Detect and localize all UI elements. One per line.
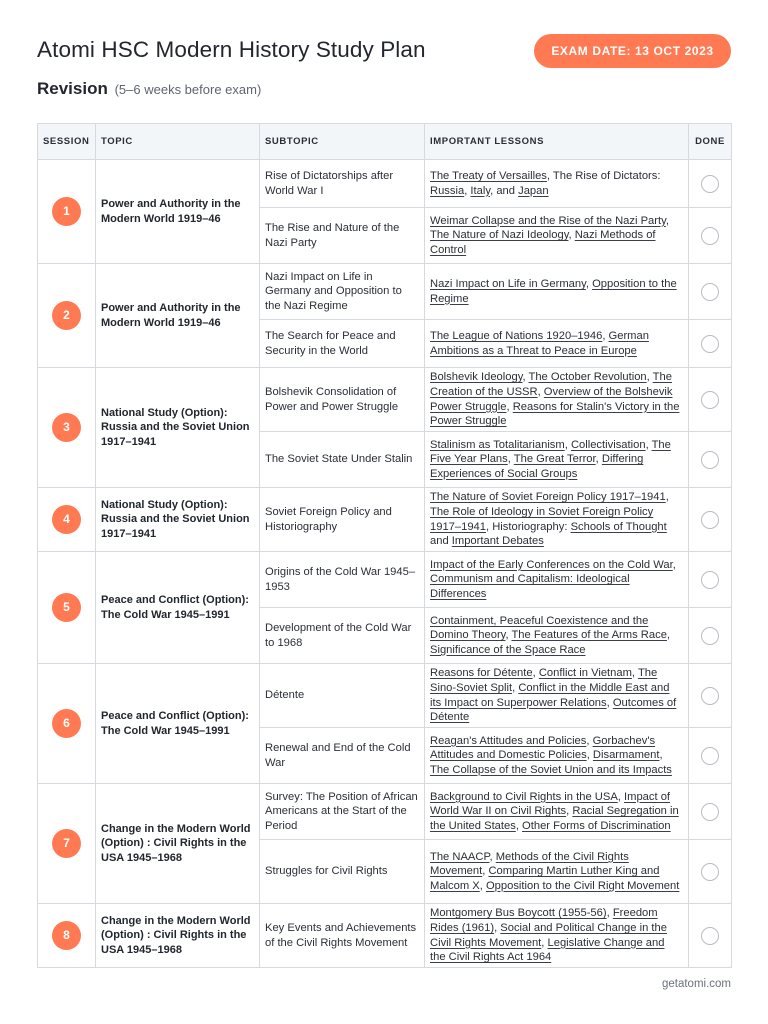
lessons-cell — [425, 488, 689, 552]
topic-cell: National Study (Option): Russia and the Soviet Union 1917–1941 — [96, 488, 260, 552]
lesson-link[interactable]: Legislative Change and the Civil Rights Act 1964 — [430, 936, 665, 964]
topic-cell: National Study (Option): Russia and the Soviet Union 1917–1941 — [96, 368, 260, 488]
done-cell — [689, 840, 732, 904]
lesson-link[interactable]: Background to Civil Rights in the USA — [430, 790, 618, 803]
lesson-text: , The Rise of Dictators: — [546, 169, 661, 182]
lesson-link[interactable]: Reasons for Détente — [430, 667, 533, 680]
done-checkbox[interactable] — [701, 227, 719, 245]
lesson-text: , and — [490, 184, 519, 197]
lesson-link[interactable]: Comparing Martin Luther King and Malcom X — [430, 865, 660, 892]
lesson-text: , — [595, 453, 602, 466]
session-cell — [38, 904, 96, 968]
lesson-text: , — [564, 438, 571, 451]
done-cell — [689, 160, 732, 208]
lessons-cell — [425, 432, 689, 488]
lesson-text: , — [617, 790, 625, 803]
done-cell — [689, 368, 732, 432]
lessons-cell — [425, 904, 689, 968]
lesson-text: , — [665, 214, 669, 227]
table-row — [38, 264, 732, 320]
lesson-text: , — [568, 229, 575, 242]
session-number-badge: 5 — [52, 593, 81, 622]
done-cell — [689, 208, 732, 264]
section-heading — [37, 79, 261, 99]
lessons-cell — [425, 784, 689, 840]
lesson-link[interactable]: Conflict in the Middle East and its Impact on Superpower Relations — [430, 681, 670, 709]
lessons-cell — [425, 320, 689, 368]
lesson-text: , — [505, 629, 512, 642]
session-cell — [38, 264, 96, 368]
lesson-text: , — [522, 371, 529, 384]
lesson-link[interactable]: Methods of the Civil Rights Movement — [430, 850, 629, 878]
lesson-text: , — [659, 749, 663, 762]
lesson-link[interactable]: Nazi Impact on Life in Germany — [430, 277, 586, 290]
done-checkbox[interactable] — [701, 175, 719, 193]
lesson-text: , — [482, 865, 489, 878]
lesson-text: , — [645, 438, 652, 451]
lessons-cell — [425, 728, 689, 784]
lesson-text: , — [566, 805, 573, 818]
lesson-link[interactable]: Communism and Capitalism: Ideological Differences — [430, 573, 630, 600]
done-checkbox[interactable] — [701, 863, 719, 881]
topic-cell: Power and Authority in the Modern World 1919–46 — [96, 160, 260, 264]
done-checkbox[interactable] — [701, 687, 719, 705]
lesson-text: , — [532, 667, 539, 680]
lesson-link[interactable]: Impact of World War II on Civil Rights — [430, 790, 671, 818]
session-number-badge: 6 — [52, 709, 81, 738]
page-title: Atomi HSC Modern History Study Plan — [37, 37, 426, 62]
lesson-link[interactable]: Schools of Thought — [570, 520, 667, 533]
session-cell — [38, 160, 96, 264]
lesson-text: , — [464, 184, 471, 197]
done-checkbox[interactable] — [701, 511, 719, 529]
subtopic-cell: Soviet Foreign Policy and Historiography — [260, 488, 425, 552]
session-number-badge: 1 — [52, 197, 81, 226]
done-checkbox[interactable] — [701, 803, 719, 821]
table-row — [38, 368, 732, 432]
lesson-text: , — [666, 629, 671, 642]
lesson-text: , — [494, 921, 501, 934]
lesson-link[interactable]: Collectivisation — [570, 438, 646, 451]
session-number-badge: 2 — [52, 301, 81, 330]
lesson-text: , — [586, 749, 593, 762]
done-cell — [689, 728, 732, 784]
lesson-link[interactable]: Overview of the Bolshevik Power Struggle — [430, 385, 673, 413]
column-header-subtopic: SUBTOPIC — [260, 124, 425, 160]
table-row — [38, 664, 732, 728]
topic-cell: Peace and Conflict (Option): The Cold War 1945–1991 — [96, 552, 260, 664]
column-header-done: DONE — [689, 124, 732, 160]
subtopic-cell: Key Events and Achievements of the Civil Rights Movement — [260, 904, 425, 968]
done-cell — [689, 488, 732, 552]
session-cell — [38, 488, 96, 552]
lesson-link[interactable]: Weimar Collapse and the Rise of the Nazi Party — [430, 214, 666, 227]
topic-cell: Peace and Conflict (Option): The Cold War 1945–1991 — [96, 664, 260, 784]
lessons-cell — [425, 208, 689, 264]
lessons-cell — [425, 664, 689, 728]
subtopic-cell: Détente — [260, 664, 425, 728]
lesson-text: , — [646, 371, 653, 384]
subtopic-cell: Nazi Impact on Life in Germany and Opposition to the Nazi Regime — [260, 264, 425, 320]
done-cell — [689, 608, 732, 664]
lesson-text: , — [665, 491, 669, 504]
lessons-cell — [425, 608, 689, 664]
lesson-link[interactable]: The Nature of Soviet Foreign Policy 1917–1941 — [430, 491, 666, 504]
lesson-link[interactable]: Bolshevik Ideology — [430, 371, 523, 384]
lesson-text: , — [606, 907, 613, 920]
done-checkbox[interactable] — [701, 391, 719, 409]
lesson-link[interactable]: Gorbachev's Attitudes and Domestic Policies — [430, 734, 656, 762]
done-cell — [689, 264, 732, 320]
lesson-link[interactable]: Japan — [518, 184, 549, 197]
table-row — [38, 488, 732, 552]
subtopic-cell: Rise of Dictatorships after World War I — [260, 160, 425, 208]
lesson-text: , — [585, 277, 593, 290]
done-cell — [689, 320, 732, 368]
lesson-link[interactable]: The Sino-Soviet Split — [430, 667, 658, 694]
lesson-link[interactable]: Important Debates — [451, 535, 544, 548]
session-number-badge: 4 — [52, 505, 81, 534]
lesson-text: , — [541, 936, 548, 949]
session-cell — [38, 368, 96, 488]
lesson-link[interactable]: Conflict in Vietnam — [538, 667, 632, 680]
lesson-text: , — [537, 385, 544, 398]
lessons-cell — [425, 368, 689, 432]
column-header-topic: TOPIC — [96, 124, 260, 160]
lessons-cell — [425, 552, 689, 608]
lesson-link[interactable]: The Collapse of the Soviet Union and its Impacts — [430, 763, 672, 776]
lesson-link[interactable]: Social and Political Change in the Civil Rights Movement — [430, 921, 667, 949]
lesson-link[interactable]: Disarmament — [592, 749, 660, 762]
lesson-link[interactable]: Racial Segregation in the United States — [430, 805, 679, 832]
lesson-link[interactable]: The Great Terror — [513, 453, 596, 466]
lesson-link[interactable]: Significance of the Space Race — [430, 643, 586, 656]
lesson-link[interactable]: The NAACP — [430, 850, 490, 863]
done-checkbox[interactable] — [701, 283, 719, 301]
lesson-text: , — [672, 558, 676, 571]
subtopic-cell: Renewal and End of the Cold War — [260, 728, 425, 784]
done-checkbox[interactable] — [701, 571, 719, 589]
subtopic-cell: Struggles for Civil Rights — [260, 840, 425, 904]
lesson-text: , — [631, 667, 638, 680]
lesson-link[interactable]: The Role of Ideology in Soviet Foreign Policy 1917–1941 — [430, 505, 654, 533]
lesson-link[interactable]: Containment, Peaceful Coexistence and the Domino Theory — [430, 614, 649, 642]
lesson-text: , — [507, 453, 514, 466]
lesson-link[interactable]: Impact of the Early Conferences on the Cold War — [430, 558, 673, 571]
session-number-badge: 8 — [52, 921, 81, 950]
lesson-text: , — [515, 819, 523, 832]
lesson-text: , — [606, 696, 613, 709]
lesson-link[interactable]: Other Forms of Discrimination — [522, 819, 671, 832]
subtopic-cell: The Rise and Nature of the Nazi Party — [260, 208, 425, 264]
done-checkbox[interactable] — [701, 747, 719, 765]
session-cell — [38, 784, 96, 904]
lessons-cell — [425, 160, 689, 208]
table-body — [38, 160, 732, 968]
done-cell — [689, 552, 732, 608]
lesson-link[interactable]: Opposition to the Regime — [430, 277, 677, 305]
lesson-link[interactable]: The Five Year Plans — [430, 438, 671, 466]
done-checkbox[interactable] — [701, 627, 719, 645]
lesson-text: , — [586, 734, 593, 747]
topic-cell: Change in the Modern World (Option) : Civil Rights in the USA 1945–1968 — [96, 904, 260, 968]
table-row — [38, 784, 732, 840]
lesson-text: , Historiography: — [486, 520, 571, 533]
exam-date-badge: EXAM DATE: 13 OCT 2023 — [534, 34, 731, 68]
lesson-link[interactable]: The Creation of the USSR — [430, 371, 672, 398]
footer-url[interactable]: getatomi.com — [661, 978, 731, 990]
subtopic-cell: Bolshevik Consolidation of Power and Power Struggle — [260, 368, 425, 432]
column-header-session: SESSION — [38, 124, 96, 160]
section-note: (5–6 weeks before exam) — [114, 82, 262, 97]
done-checkbox[interactable] — [701, 451, 719, 469]
session-cell — [38, 552, 96, 664]
lesson-link[interactable]: Reagan's Attitudes and Policies — [430, 734, 587, 747]
done-cell — [689, 904, 732, 968]
lesson-link[interactable]: Outcomes of Détente — [430, 696, 677, 724]
subtopic-cell: Development of the Cold War to 1968 — [260, 608, 425, 664]
lesson-link[interactable]: Reasons for Stalin's Victory in the Power Struggle — [430, 400, 680, 428]
subtopic-cell: Origins of the Cold War 1945–1953 — [260, 552, 425, 608]
lesson-link[interactable]: Differing Experiences of Social Groups — [430, 453, 644, 480]
lesson-text: , — [489, 850, 496, 863]
session-number-badge: 7 — [52, 829, 81, 858]
lesson-link[interactable]: The October Revolution — [528, 371, 647, 384]
lesson-link[interactable]: Montgomery Bus Boycott (1955-56) — [430, 907, 607, 920]
subtopic-cell: Survey: The Position of African Americans at the Start of the Period — [260, 784, 425, 840]
table-header-row — [38, 124, 732, 160]
done-checkbox[interactable] — [701, 335, 719, 353]
section-title: Revision — [37, 79, 108, 98]
lesson-text: , — [602, 329, 609, 342]
lesson-link[interactable]: The Features of the Arms Race — [511, 629, 667, 642]
session-cell — [38, 664, 96, 784]
lesson-link[interactable]: Freedom Rides (1961) — [430, 907, 658, 934]
session-number-badge: 3 — [52, 413, 81, 442]
table-row — [38, 904, 732, 968]
lesson-link[interactable]: Italy — [470, 184, 491, 197]
lesson-link[interactable]: Opposition to the Civil Right Movement — [485, 879, 680, 892]
lesson-text: , — [479, 879, 486, 892]
study-plan-table — [37, 123, 732, 968]
topic-cell: Power and Authority in the Modern World 1919–46 — [96, 264, 260, 368]
table-row — [38, 552, 732, 608]
done-cell — [689, 664, 732, 728]
subtopic-cell: The Search for Peace and Security in the World — [260, 320, 425, 368]
topic-cell: Change in the Modern World (Option) : Civil Rights in the USA 1945–1968 — [96, 784, 260, 904]
lesson-link[interactable]: The League of Nations 1920–1946 — [430, 329, 603, 342]
lesson-text: and — [430, 535, 452, 548]
lessons-cell — [425, 840, 689, 904]
done-checkbox[interactable] — [701, 927, 719, 945]
done-cell — [689, 784, 732, 840]
lesson-link[interactable]: Russia — [430, 184, 465, 197]
lessons-cell — [425, 264, 689, 320]
column-header-lessons: IMPORTANT LESSONS — [425, 124, 689, 160]
lesson-link[interactable]: Stalinism as Totalitarianism — [430, 438, 565, 451]
table-row — [38, 160, 732, 208]
lesson-link[interactable]: The Nature of Nazi Ideology — [430, 229, 569, 242]
lesson-link[interactable]: German Ambitions as a Threat to Peace in Europe — [430, 329, 649, 357]
lesson-link[interactable]: Nazi Methods of Control — [430, 229, 656, 256]
lesson-text: , — [506, 400, 513, 413]
subtopic-cell: The Soviet State Under Stalin — [260, 432, 425, 488]
lesson-text: , — [512, 681, 519, 694]
lesson-link[interactable]: The Treaty of Versailles — [430, 169, 547, 182]
done-cell — [689, 432, 732, 488]
